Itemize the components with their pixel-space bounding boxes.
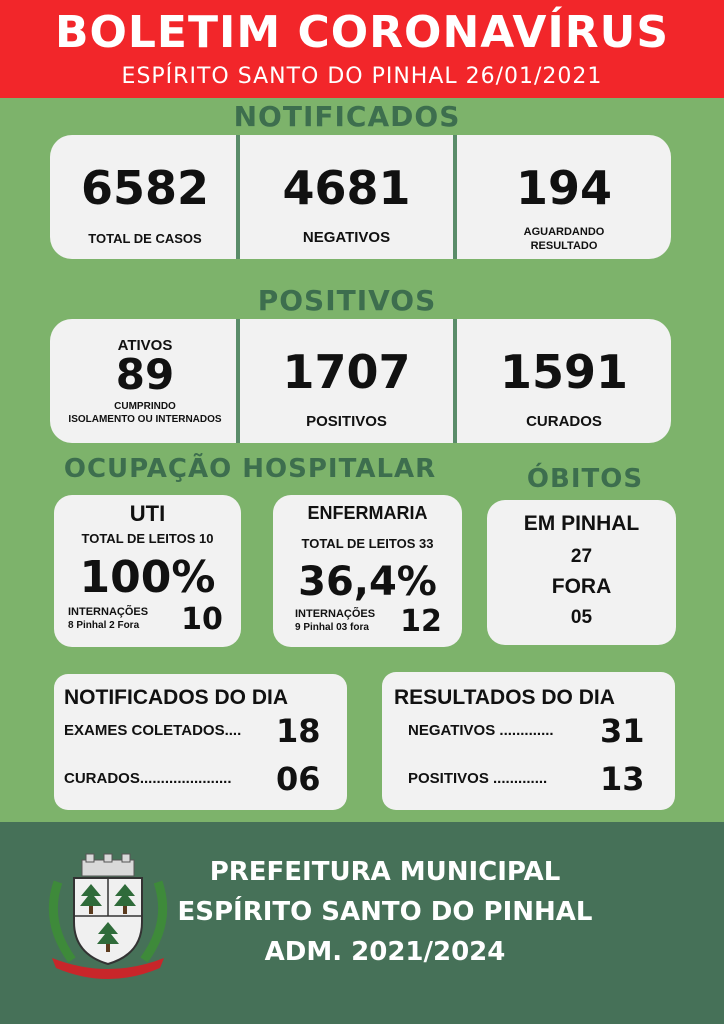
uti-title: UTI (129, 501, 166, 526)
uti-internacoes-detail: 8 Pinhal 2 Fora (68, 620, 140, 631)
notificados-title: NOTIFICADOS (233, 100, 461, 133)
enfermaria-leitos-text: TOTAL DE LEITOS 33 (301, 536, 434, 551)
notificados-dia-card (54, 674, 347, 810)
enfermaria-percent: 36,4% (298, 559, 437, 605)
ativos-label: ATIVOS (117, 337, 173, 354)
enfermaria-internacoes-detail: 9 Pinhal 03 fora (295, 622, 369, 633)
obitos-pinhal-label: EM PINHAL (523, 512, 640, 535)
obitos-title: ÓBITOS (526, 464, 644, 494)
enfermaria-title: ENFERMARIA (307, 503, 428, 523)
ativos-note-2: ISOLAMENTO OU INTERNADOS (68, 414, 222, 425)
obitos-card (487, 500, 676, 645)
notificados-dia-title: NOTIFICADOS DO DIA (64, 686, 288, 709)
negativos-value: 4681 (282, 161, 411, 215)
negativos-dia-value: 31 (600, 712, 645, 750)
uti-leitos-text: TOTAL DE LEITOS 10 (81, 531, 214, 546)
footer-line-3: ADM. 2021/2024 (264, 937, 506, 967)
total-casos-label: TOTAL DE CASOS (88, 231, 202, 246)
aguardando-cell (457, 163, 671, 253)
curados-cell (457, 347, 671, 430)
positivos-dia-value: 13 (600, 760, 645, 798)
ativos-cell (50, 337, 240, 426)
curados-value: 1591 (499, 345, 629, 399)
uti-leitos (54, 530, 241, 548)
resultados-dia-card (382, 672, 675, 810)
footer-text (175, 852, 595, 972)
negativos-cell (240, 163, 453, 246)
uti-internacoes-value: 10 (181, 602, 223, 637)
curados-label: CURADOS (526, 413, 602, 430)
uti-internacoes-label: INTERNAÇÕES (68, 606, 149, 618)
enfermaria-card (273, 495, 462, 647)
enfermaria-internacoes-value: 12 (400, 604, 442, 639)
footer-line-2: ESPÍRITO SANTO DO PINHAL (177, 897, 593, 927)
bulletin-subtitle: ESPÍRITO SANTO DO PINHAL 26/01/2021 (121, 64, 603, 89)
aguardando-label-1: AGUARDANDO (523, 226, 605, 238)
ocupacao-title: OCUPAÇÃO HOSPITALAR (63, 454, 437, 484)
uti-internacoes (68, 605, 188, 633)
total-casos-value: 6582 (80, 161, 210, 215)
exames-value: 18 (276, 712, 321, 750)
curados-dia-value: 06 (276, 760, 321, 798)
exames-label: EXAMES COLETADOS.... (64, 722, 242, 739)
aguardando-value: 194 (515, 161, 613, 215)
uti-percent: 100% (79, 552, 216, 603)
positivos-title: POSITIVOS (257, 284, 437, 317)
curados-dia-label: CURADOS...................... (64, 770, 232, 787)
uti-card (54, 495, 241, 647)
negativos-label: NEGATIVOS (302, 229, 391, 246)
obitos-pinhal-value: 27 (570, 546, 593, 567)
footer-line-1: PREFEITURA MUNICIPAL (209, 857, 561, 887)
enfermaria-internacoes-label: INTERNAÇÕES (295, 608, 376, 620)
resultados-dia-title: RESULTADOS DO DIA (394, 686, 615, 709)
obitos-fora-value: 05 (570, 607, 593, 628)
enfermaria-leitos (273, 535, 462, 553)
positivos-cell (240, 347, 453, 430)
bulletin-title: BOLETIM CORONAVÍRUS (54, 7, 670, 58)
positivos-dia-label: POSITIVOS ............. (408, 770, 548, 787)
aguardando-label-2: RESULTADO (530, 240, 598, 252)
positivos-value: 1707 (282, 345, 411, 399)
positivos-card (50, 319, 671, 443)
total-casos-cell (50, 163, 240, 246)
ativos-note-1: CUMPRINDO (114, 401, 176, 412)
negativos-dia-label: NEGATIVOS ............. (408, 722, 554, 739)
positivos-label: POSITIVOS (306, 413, 387, 430)
notificados-card (50, 135, 671, 259)
obitos-fora-label: FORA (551, 575, 612, 598)
ativos-value: 89 (115, 350, 175, 399)
municipal-crest-icon (38, 852, 178, 980)
header-banner (0, 0, 724, 98)
